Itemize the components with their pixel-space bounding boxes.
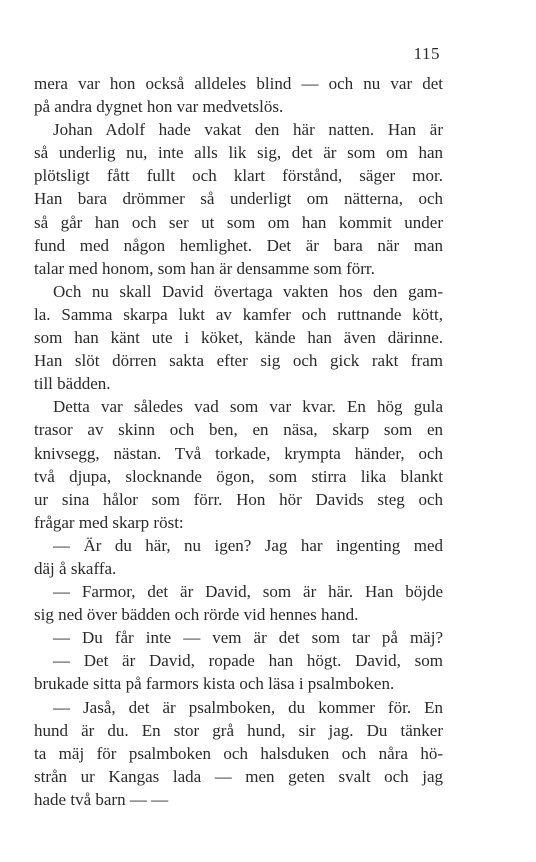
text-line: la. Samma skarpa lukt av kamfer och ruttnande kött, <box>34 304 443 324</box>
text-line: till bädden. <box>34 374 111 394</box>
text-line: Han bara drömmer så underligt om nätterna, och <box>34 189 443 209</box>
text-line: sig ned över bädden och rörde vid hennes hand. <box>34 605 359 625</box>
text-line: däj å skaffa. <box>34 558 117 578</box>
text-line: fund med någon hemlighet. Det är bara när man <box>34 235 443 255</box>
text-line: talar med honom, som han är densamme som förr. <box>34 258 375 278</box>
text-line: Detta var således vad som var kvar. En hög gula <box>53 397 443 417</box>
text-line: Och nu skall David övertaga vakten hos den gam- <box>53 281 443 301</box>
text-line: hade två barn — — <box>34 789 169 809</box>
text-line: plötsligt fått fullt och klart förstånd, säger mor. <box>34 166 443 186</box>
text-line: två djupa, slocknande ögon, som stirra lika blankt <box>34 466 443 486</box>
text-line: Han slöt dörren sakta efter sig och gick rakt fram <box>34 351 443 371</box>
text-line: som han känt ute i köket, kände han även därinne. <box>34 328 443 348</box>
text-line: — Är du här, nu igen? Jag har ingenting med <box>53 535 443 555</box>
text-line: — Jaså, det är psalmboken, du kommer för. En <box>53 697 443 717</box>
text-line: strån ur Kangas lada — men geten svalt och jag <box>34 766 443 786</box>
text-line: — Det är David, ropade han högt. David, som <box>53 651 443 671</box>
text-line: trasor av skinn och ben, en näsa, skarp som en <box>34 420 443 440</box>
text-line: brukade sitta på farmors kista och läsa i psalmboken. <box>34 674 395 694</box>
text-line: — Du får inte — vem är det som tar på mäj? <box>53 628 443 648</box>
text-line: hund är du. En stor grå hund, sir jag. Du tänker <box>34 720 443 740</box>
text-line: mera var hon också alldeles blind — och nu var det <box>34 74 443 93</box>
text-line: knivsegg, nästan. Två torkade, krympta händer, och <box>34 443 443 463</box>
text-line: ur sina hålor som förr. Hon hör Davids steg och <box>34 489 443 509</box>
body-text <box>34 72 443 811</box>
text-line: Johan Adolf hade vakat den här natten. Han är <box>53 120 443 140</box>
page-number: 115 <box>413 44 440 63</box>
text-line: — Farmor, det är David, som är här. Han böjde <box>53 582 443 602</box>
text-line: frågar med skarp röst: <box>34 512 184 532</box>
text-line: så går han och ser ut som om han kommit under <box>34 212 443 232</box>
text-line: så underlig nu, inte alls lik sig, det är som om han <box>34 143 443 163</box>
text-line: ta mäj för psalmboken och halsduken och nåra hö- <box>34 743 443 763</box>
text-line: på andra dygnet hon var medvetslös. <box>34 97 284 117</box>
